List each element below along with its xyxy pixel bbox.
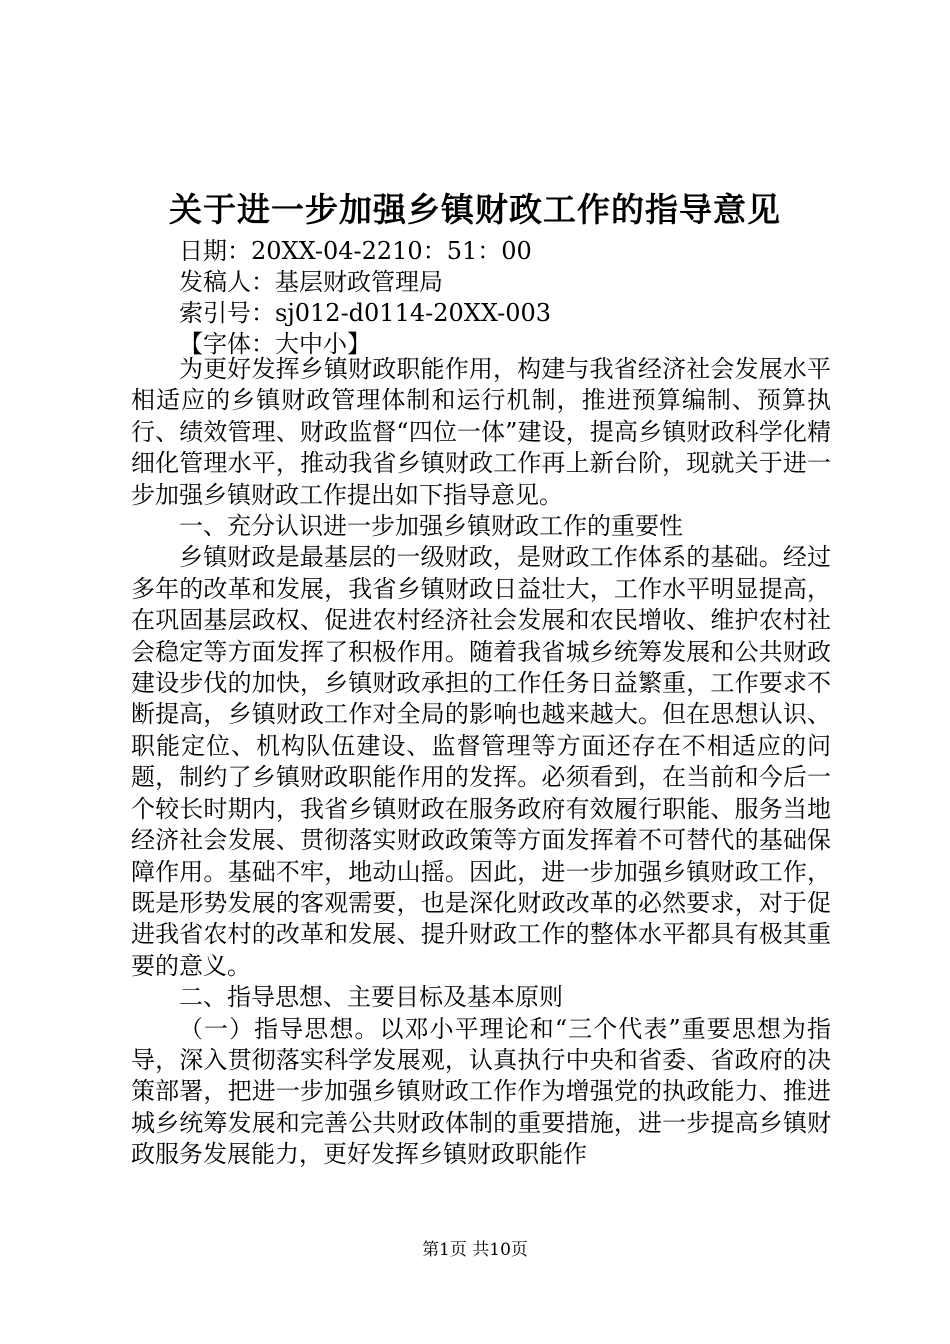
document-title: 关于进一步加强乡镇财政工作的指导意见: [169, 190, 781, 229]
section-heading-1: 一、充分认识进一步加强乡镇财政工作的重要性: [179, 512, 683, 541]
meta-index-number: 索引号：sj012-d0114-20XX-003: [179, 299, 551, 327]
paragraph-intro: 为更好发挥乡镇财政职能作用，构建与我省经济社会发展水平相适应的乡镇财政管理体制和运行机制，推进预算编制、预算执行、绩效管理、财政监督“四位一体”建设，提高乡镇财政科学化精细化管理水平，推动我省乡镇财政工作再上新台阶，现就关于进一步加强乡镇财政工作提出如下指导意见。: [131, 355, 831, 509]
page-footer: 第1页 共10页: [422, 1240, 528, 1260]
section-heading-2: 二、指导思想、主要目标及基本原则: [179, 983, 563, 1012]
paragraph-guiding-ideology: （一）指导思想。以邓小平理论和“三个代表”重要思想为指导，深入贯彻落实科学发展观，认真执行中央和省委、省政府的决策部署，把进一步加强乡镇财政工作作为增强党的执政能力、推进城乡统筹发展和完善公共财政体制的重要措施，进一步提高乡镇财政服务发展能力，更好发挥乡镇财政职能作: [131, 1014, 831, 1169]
meta-publisher: 发稿人：基层财政管理局: [179, 268, 443, 296]
paragraph-importance: 乡镇财政是最基层的一级财政，是财政工作体系的基础。经过多年的改革和发展，我省乡镇财政日益壮大，工作水平明显提高，在巩固基层政权、促进农村经济社会发展和农民增收、维护农村社会稳定等方面发挥了积极作用。随着我省城乡统筹发展和公共财政建设步伐的加快，乡镇财政承担的工作任务日益繁重，工作要求不断提高，乡镇财政工作对全局的影响也越来越大。但在思想认识、职能定位、机构队伍建设、监督管理等方面还存在不相适应的问题，制约了乡镇财政职能作用的发挥。必须看到，在当前和今后一个较长时期内，我省乡镇财政在服务政府有效履行职能、服务当地经济社会发展、贯彻落实财政政策等方面发挥着不可替代的基础保障作用。基础不牢，地动山摇。因此，进一步加强乡镇财政工作，既是形势发展的客观需要，也是深化财政改革的必然要求，对于促进我省农村的改革和发展、提升财政工作的整体水平都具有极其重要的意义。: [131, 543, 831, 980]
document-body: [131, 354, 831, 1171]
meta-date: 日期：20XX-04-2210：51：00: [179, 237, 532, 265]
meta-font-size-selector[interactable]: 【字体：大中小】: [179, 330, 371, 358]
